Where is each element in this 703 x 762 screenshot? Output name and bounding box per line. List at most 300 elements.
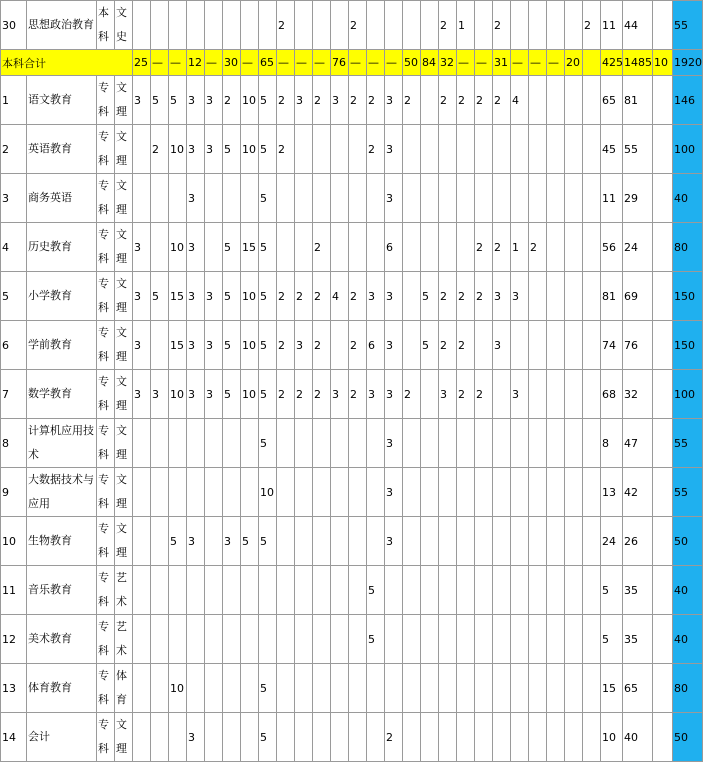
quota-cell [223,713,241,762]
quota-cell [583,566,601,615]
quota-cell [475,713,493,762]
quota-cell [241,713,259,762]
quota-cell [529,419,547,468]
table-row [1,76,703,125]
extra-cell [653,664,673,713]
row-number-cell: 6 [1,321,27,370]
quota-cell: 3 [385,370,403,419]
row-number-cell: 8 [1,419,27,468]
quota-cell: 5 [367,566,385,615]
subtotal-row [1,50,703,76]
quota-cell [439,664,457,713]
quota-cell [547,223,565,272]
major-name-cell: 生物教育 [27,517,97,566]
quota-cell [133,419,151,468]
row-number-cell: 13 [1,664,27,713]
quota-cell [349,713,367,762]
quota-cell [133,468,151,517]
quota-cell: 2 [223,76,241,125]
table-row [1,1,703,50]
quota-cell [403,468,421,517]
quota-cell [277,419,295,468]
grand-total-cell: 40 [673,615,703,664]
quota-cell [349,664,367,713]
quota-cell [475,174,493,223]
quota-cell [331,517,349,566]
quota-cell [547,125,565,174]
subtotal-a-cell: 24 [601,517,623,566]
quota-cell: — [385,50,403,76]
quota-cell: 2 [349,76,367,125]
quota-cell: 2 [313,76,331,125]
quota-cell: — [241,50,259,76]
quota-cell [511,713,529,762]
quota-cell [241,566,259,615]
quota-cell [367,174,385,223]
quota-cell [151,223,169,272]
subtotal-b-cell: 35 [623,615,653,664]
quota-cell [169,615,187,664]
row-number-cell: 5 [1,272,27,321]
quota-cell: 2 [439,76,457,125]
quota-cell [403,272,421,321]
track-cell: 文理 [115,713,133,762]
quota-cell [565,468,583,517]
quota-cell [403,321,421,370]
quota-cell [331,713,349,762]
quota-cell: 5 [259,76,277,125]
quota-cell [223,664,241,713]
quota-cell: 3 [205,272,223,321]
quota-cell [133,517,151,566]
subtotal-b-cell: 29 [623,174,653,223]
quota-cell: 3 [187,517,205,566]
quota-cell: 1 [457,1,475,50]
quota-cell: — [169,50,187,76]
subtotal-b-cell: 76 [623,321,653,370]
quota-cell [295,468,313,517]
quota-cell [133,566,151,615]
table-row [1,223,703,272]
quota-cell: — [295,50,313,76]
quota-cell: 3 [367,272,385,321]
quota-cell: 4 [331,272,349,321]
grand-total-cell: 40 [673,174,703,223]
quota-cell [439,419,457,468]
quota-cell [313,517,331,566]
table-row [1,713,703,762]
quota-cell [565,566,583,615]
quota-cell [439,517,457,566]
quota-cell [385,566,403,615]
row-number-cell: 14 [1,713,27,762]
quota-cell [493,566,511,615]
quota-cell: — [457,50,475,76]
quota-cell [241,664,259,713]
quota-cell [475,1,493,50]
quota-cell [187,664,205,713]
quota-cell [313,713,331,762]
quota-cell [583,370,601,419]
major-name-cell: 商务英语 [27,174,97,223]
quota-cell: 2 [439,1,457,50]
quota-cell: 2 [457,370,475,419]
subtotal-a-cell: 13 [601,468,623,517]
level-cell: 专科 [97,76,115,125]
quota-cell: 3 [493,321,511,370]
subtotal-a-cell: 15 [601,664,623,713]
quota-cell: 2 [475,76,493,125]
quota-cell [583,517,601,566]
quota-cell [421,174,439,223]
extra-cell [653,1,673,50]
quota-cell [187,419,205,468]
quota-cell [223,419,241,468]
quota-cell [295,713,313,762]
quota-cell: 5 [223,321,241,370]
extra-cell [653,517,673,566]
quota-cell [205,615,223,664]
quota-cell: 15 [241,223,259,272]
quota-cell [421,370,439,419]
quota-cell: 3 [187,370,205,419]
quota-cell [529,272,547,321]
quota-cell: — [277,50,295,76]
quota-cell [421,419,439,468]
quota-cell [295,1,313,50]
subtotal-a-cell: 11 [601,174,623,223]
table-row [1,517,703,566]
subtotal-a-cell: 65 [601,76,623,125]
quota-cell: 5 [259,321,277,370]
quota-cell [493,664,511,713]
table-row [1,468,703,517]
quota-cell: 15 [169,272,187,321]
quota-cell [241,1,259,50]
quota-cell: 30 [223,50,241,76]
quota-cell [529,76,547,125]
quota-cell: 3 [331,370,349,419]
table-row [1,664,703,713]
quota-cell [151,1,169,50]
quota-cell [547,174,565,223]
level-cell: 专科 [97,370,115,419]
quota-cell: 5 [223,125,241,174]
quota-cell: 3 [367,370,385,419]
quota-cell: 3 [385,517,403,566]
quota-cell: 2 [493,223,511,272]
quota-cell [583,713,601,762]
quota-cell [511,517,529,566]
quota-cell [529,321,547,370]
quota-cell [421,615,439,664]
row-number-cell: 2 [1,125,27,174]
quota-cell [439,125,457,174]
quota-cell [421,713,439,762]
quota-cell: 2 [313,370,331,419]
quota-cell [151,174,169,223]
quota-cell: — [367,50,385,76]
quota-cell [331,664,349,713]
level-cell: 专科 [97,272,115,321]
quota-cell: — [475,50,493,76]
major-name-cell: 小学教育 [27,272,97,321]
quota-cell [547,566,565,615]
quota-cell: 10 [169,370,187,419]
quota-cell [511,174,529,223]
quota-cell: 5 [169,76,187,125]
quota-cell: 2 [457,272,475,321]
subtotal-a-cell: 5 [601,615,623,664]
quota-cell: 2 [457,321,475,370]
quota-cell [583,174,601,223]
quota-cell: 3 [187,125,205,174]
subtotal-a-cell: 74 [601,321,623,370]
track-cell: 文理 [115,272,133,321]
quota-cell [241,468,259,517]
grand-total-cell: 40 [673,566,703,615]
quota-cell [259,615,277,664]
quota-cell: 6 [385,223,403,272]
extra-cell [653,370,673,419]
quota-cell: 2 [349,370,367,419]
quota-cell [403,664,421,713]
quota-cell [457,174,475,223]
quota-cell: 2 [349,1,367,50]
quota-cell [151,468,169,517]
subtotal-b-cell: 69 [623,272,653,321]
level-cell: 专科 [97,468,115,517]
quota-cell [349,223,367,272]
subtotal-b-cell: 24 [623,223,653,272]
quota-cell: 3 [187,713,205,762]
quota-cell [565,125,583,174]
quota-cell [547,419,565,468]
quota-cell [295,125,313,174]
quota-cell: 3 [133,370,151,419]
extra-cell [653,321,673,370]
quota-cell: 2 [475,223,493,272]
quota-cell [169,566,187,615]
quota-cell [169,174,187,223]
quota-cell [475,615,493,664]
quota-cell [223,468,241,517]
level-cell: 本科 [97,1,115,50]
quota-cell [439,615,457,664]
quota-cell [583,321,601,370]
grand-total-cell: 100 [673,125,703,174]
subtotal-b-cell: 1485 [623,50,653,76]
quota-cell [403,419,421,468]
quota-cell [403,566,421,615]
quota-cell [421,223,439,272]
quota-cell: 5 [223,370,241,419]
quota-cell [277,615,295,664]
quota-cell [529,1,547,50]
subtotal-b-cell: 40 [623,713,653,762]
quota-cell [421,1,439,50]
major-name-cell: 会计 [27,713,97,762]
quota-cell: 32 [439,50,457,76]
extra-cell [653,566,673,615]
extra-cell: 10 [653,50,673,76]
quota-cell [205,713,223,762]
table-row [1,174,703,223]
level-cell: 专科 [97,419,115,468]
quota-cell [421,76,439,125]
table-row [1,125,703,174]
quota-cell [331,223,349,272]
quota-cell [565,419,583,468]
quota-cell [403,1,421,50]
quota-cell: 3 [187,76,205,125]
quota-cell [331,468,349,517]
quota-cell [187,468,205,517]
quota-cell [169,1,187,50]
extra-cell [653,468,673,517]
extra-cell [653,125,673,174]
quota-cell: 3 [133,272,151,321]
quota-cell [565,272,583,321]
quota-cell: 5 [259,517,277,566]
quota-cell: 3 [493,272,511,321]
subtotal-a-cell: 11 [601,1,623,50]
quota-cell [151,419,169,468]
quota-cell [241,174,259,223]
level-cell: 专科 [97,125,115,174]
subtotal-a-cell: 10 [601,713,623,762]
quota-cell [493,174,511,223]
level-cell: 专科 [97,615,115,664]
quota-cell [421,125,439,174]
subtotal-b-cell: 32 [623,370,653,419]
grand-total-cell: 1920 [673,50,703,76]
quota-cell [547,713,565,762]
quota-cell: — [529,50,547,76]
quota-cell [313,664,331,713]
track-cell: 文理 [115,321,133,370]
quota-cell [565,1,583,50]
quota-cell [205,174,223,223]
quota-cell [313,615,331,664]
quota-cell: 5 [169,517,187,566]
quota-cell [403,713,421,762]
quota-cell [403,615,421,664]
quota-cell: 2 [295,370,313,419]
row-number-cell: 30 [1,1,27,50]
quota-cell [349,468,367,517]
quota-cell: 2 [277,272,295,321]
quota-cell: 2 [313,223,331,272]
row-number-cell: 12 [1,615,27,664]
quota-cell [205,468,223,517]
quota-cell [277,664,295,713]
quota-cell [475,125,493,174]
grand-total-cell: 80 [673,664,703,713]
quota-cell: 3 [133,321,151,370]
quota-cell [151,615,169,664]
quota-cell: 2 [151,125,169,174]
quota-cell [349,125,367,174]
quota-cell: 3 [133,223,151,272]
quota-cell [583,615,601,664]
quota-cell [367,468,385,517]
major-name-cell: 数学教育 [27,370,97,419]
quota-cell [403,125,421,174]
quota-cell [547,272,565,321]
quota-cell: 3 [205,321,223,370]
subtotal-b-cell: 55 [623,125,653,174]
quota-cell: 2 [277,76,295,125]
quota-cell: — [547,50,565,76]
major-name-cell: 大数据技术与应用 [27,468,97,517]
quota-cell [367,664,385,713]
quota-cell: 3 [385,272,403,321]
quota-cell [583,125,601,174]
quota-cell [529,566,547,615]
quota-cell [241,615,259,664]
quota-cell: 65 [259,50,277,76]
quota-cell [583,419,601,468]
quota-cell [493,615,511,664]
subtotal-a-cell: 56 [601,223,623,272]
grand-total-cell: 55 [673,468,703,517]
quota-cell [529,174,547,223]
quota-cell: 5 [259,125,277,174]
quota-cell: 3 [439,370,457,419]
quota-cell [277,174,295,223]
quota-cell [187,1,205,50]
quota-cell: 3 [187,321,205,370]
quota-cell: 2 [529,223,547,272]
table-row [1,370,703,419]
quota-cell: 3 [295,76,313,125]
quota-cell: 5 [259,713,277,762]
quota-cell: 6 [367,321,385,370]
quota-cell [313,125,331,174]
major-name-cell: 语文教育 [27,76,97,125]
track-cell: 文理 [115,223,133,272]
quota-cell [457,468,475,517]
subtotal-b-cell: 47 [623,419,653,468]
quota-cell [133,664,151,713]
table-body [1,1,703,762]
quota-cell: 1 [511,223,529,272]
quota-cell [439,713,457,762]
quota-cell: 3 [187,223,205,272]
subtotal-b-cell: 35 [623,566,653,615]
level-cell: 专科 [97,517,115,566]
track-cell: 文理 [115,517,133,566]
quota-cell [133,1,151,50]
track-cell: 艺术 [115,615,133,664]
quota-cell: 3 [385,419,403,468]
level-cell: 专科 [97,713,115,762]
major-name-cell: 英语教育 [27,125,97,174]
quota-cell [511,664,529,713]
quota-cell [439,468,457,517]
quota-cell [547,468,565,517]
subtotal-b-cell: 26 [623,517,653,566]
track-cell: 文理 [115,174,133,223]
quota-cell [475,321,493,370]
quota-cell [313,419,331,468]
quota-cell: 2 [583,1,601,50]
quota-cell [493,713,511,762]
level-cell: 专科 [97,664,115,713]
quota-cell: 5 [259,174,277,223]
quota-cell [457,566,475,615]
